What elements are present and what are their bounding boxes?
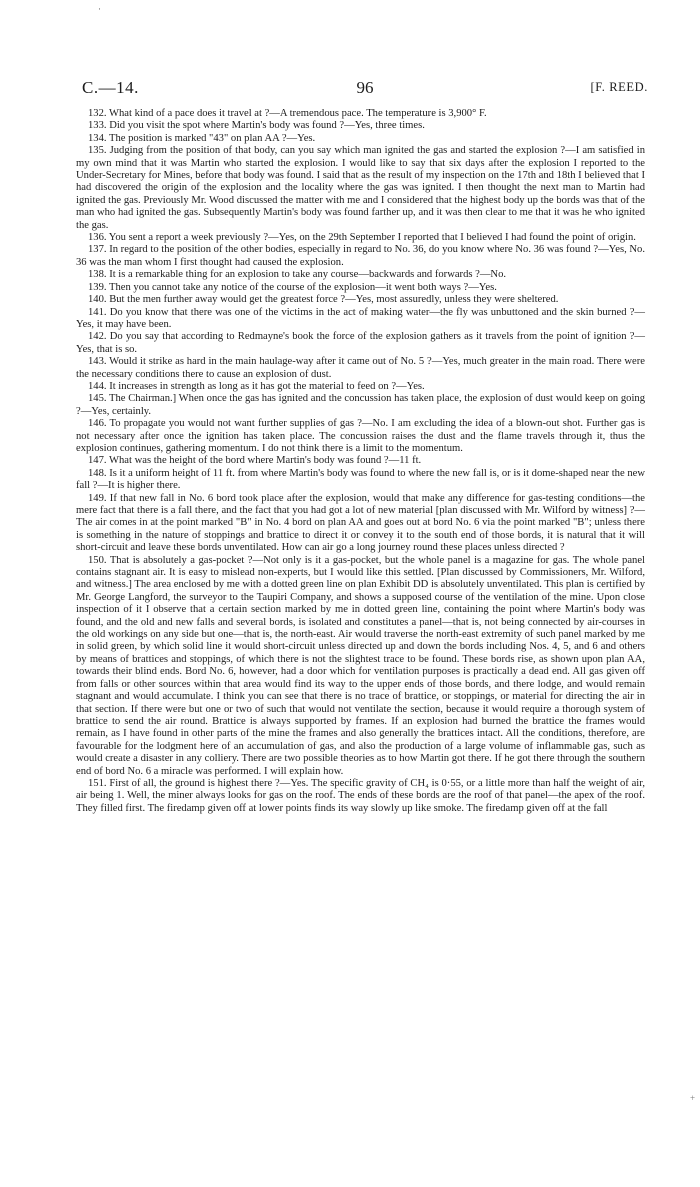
testimony-body bbox=[76, 108, 645, 815]
paragraph-148: 148. Is it a uniform height of 11 ft. from where Martin's body was found to where the new fall is, or is it dome-shaped near the new fall ?—It is higher there. bbox=[76, 467, 645, 492]
paragraph-142: 142. Do you say that according to Redmayne's book the force of the explosion gathers as it travels from the point of ignition ?—Yes, that is so. bbox=[76, 331, 645, 355]
paragraph-151: 151. First of all, the ground is highest there ?—Yes. The specific gravity of CH₄ is 0·55, or a little more than half the weight of air, air being 1. Well, the miner always looks for gas on the roof. The ends of these bords are the roof of that panel—the apex of the roof. They filled first. The firedamp given off at lower points finds its way slowly up like smoke. The firedamp given off at the fall bbox=[76, 777, 645, 814]
document-code: C.—14. bbox=[82, 78, 139, 97]
paragraph-144: 144. It increases in strength as long as it has got the material to feed on ?—Yes. bbox=[88, 380, 425, 392]
paragraph-141: 141. Do you know that there was one of the victims in the act of making water—the fly was unbuttoned and the skin burned ?—Yes, it may have been. bbox=[76, 306, 645, 330]
paragraph-136: 136. You sent a report a week previously ?—Yes, on the 29th September I reported that I believed I had found the point of origin. bbox=[88, 232, 636, 244]
paragraph-137: 137. In regard to the position of the other bodies, especially in regard to No. 36, do you know where No. 36 was found ?—Yes, No. 36 was the man whom I first thought had caused the explosion. bbox=[76, 244, 645, 268]
scan-mark-right: + bbox=[690, 1093, 696, 1103]
page-number: 96 bbox=[356, 78, 374, 97]
paragraph-146: 146. To propagate you would not want further supplies of gas ?—No. I am excluding the idea of a blown-out shot. Further gas is not necessary after once the ignition has taken place. The concussion raises the dust and the flame travels through it, thus the explosion continues, gathering momentum. I do not think there is a limit to the momentum. bbox=[76, 418, 645, 454]
witness-name: [F. REED. bbox=[590, 80, 648, 94]
scan-mark-top: · bbox=[98, 4, 101, 14]
paragraph-133: 133. Did you visit the spot where Martin's body was found ?—Yes, three times. bbox=[88, 120, 425, 132]
paragraph-147: 147. What was the height of the bord where Martin's body was found ?—11 ft. bbox=[88, 455, 422, 467]
paragraph-139: 139. Then you cannot take any notice of the course of the explosion—it went both ways ?—Yes. bbox=[88, 281, 497, 293]
paragraph-135: 135. Judging from the position of that body, can you say which man ignited the gas and started the explosion ?—I am satisfied in my own mind that it was Martin who started the explosion. I would like to say that six days after the explosion I reported to the Under-Secretary for Mines, before that body was found. I said that as the result of my inspection on the 17th and 18th I believed that I had discovered the origin of the explosion and the locality where the gas was ignited. I then thought the next man to Martin had ignited the gas. Previously Mr. Wood discussed the matter with me and I considered that the highest body up the bords was that of the man who had ignited the gas. Subsequently Martin's body was found farther up, and it was then clear to me that it was he who ignited the gas. bbox=[76, 145, 645, 231]
paragraph-138: 138. It is a remarkable thing for an explosion to take any course—backwards and forwards ?—No. bbox=[88, 269, 507, 281]
paragraph-132: 132. What kind of a pace does it travel at ?—A tremendous pace. The temperature is 3,900° F. bbox=[88, 108, 487, 119]
paragraph-140: 140. But the men further away would get the greatest force ?—Yes, most assuredly, unless they were sheltered. bbox=[88, 294, 559, 306]
paragraph-150: 150. That is absolutely a gas-pocket ?—Not only is it a gas-pocket, but the whole panel is a magazine for gas. The whole panel contains stagnant air. It is easy to mislead non-experts, but I would like this settled. [Plan discussed by Commissioners, Mr. Wilford, and witness.] The area enclosed by me with a dotted green line on plan Exhibit DD is absolutely unventilated. This plan is certified by Mr. George Langford, the surveyor to the Taupiri Company, and shows a supposed course of the ventilation of the mine. Upon close inspection of it I observe that a certain section marked by me in dotted green line, containing the point where Martin's body was found, and the old and new falls and several bords, is isolated and constitutes a panel—that is, not being connected by air-courses in the old workings on any side but one—that is, the north-east. Air would traverse the north-east extremity of such panel marked by me in solid green, by which solid line it would short-circuit unless directed up and down the bords including Nos. 4, 5, and 6 and others by means of brattices and stoppings, of which there is not the slightest trace to be found. These bords rise, as shown upon plan AA, towards their blind ends. Bord No. 6, however, had a door which for ventilation purposes is practically a dead end. All gas given off from falls or other sources within that area would find its way to the upper ends of those bords, and there lodge, and would remain stagnant and would accumulate. I think you can see that there is no trace of brattice, or stoppings, or material for directing the air in that section. If there were but one or two of such that would not ventilate the section, because it would require a thorough system of brattice to send the air round. Brattice is always supported by frames. If an explosion had burned the brattice the frames would remain, as I have found in other parts of the mine the frames and also generally the brattices intact. All the conditions, therefore, are favourable for the lodgment here of an accumulation of gas, and also the production of a large volume of inflammable gas, such as would create a disaster in any colliery. There are two possible theories as to how Martin got there. If he got there through the southern end of bord No. 6 a miracle was performed. I will explain how. bbox=[76, 554, 645, 777]
paragraph-145: 145. The Chairman.] When once the gas has ignited and the concussion has taken place, the explosion of dust would keep on going ?—Yes, certainly. bbox=[76, 393, 645, 417]
page-header bbox=[82, 78, 648, 100]
paragraph-143: 143. Would it strike as hard in the main haulage-way after it came out of No. 5 ?—Yes, much greater in the main road. There were the necessary conditions there to cause an explosion of dust. bbox=[76, 356, 645, 380]
paragraph-149: 149. If that new fall in No. 6 bord took place after the explosion, would that make any difference for gas-testing conditions—the mere fact that there is a fall there, and the fact that you had got a lot of new material [plan discussed with Mr. Wilford by witness] ?—The air comes in at the point marked "B" in No. 4 bord on plan AA and goes out at bord No. 6 via the point marked "B"; unless there is something in the nature of stoppings and brattice to direct it or convey it to the south end of those bords, it is natural that it will short-circuit and leave these bords unventilated. How can air go a long journey round these places unless directed ? bbox=[76, 492, 645, 554]
paragraph-134: 134. The position is marked "43" on plan AA ?—Yes. bbox=[88, 132, 316, 144]
